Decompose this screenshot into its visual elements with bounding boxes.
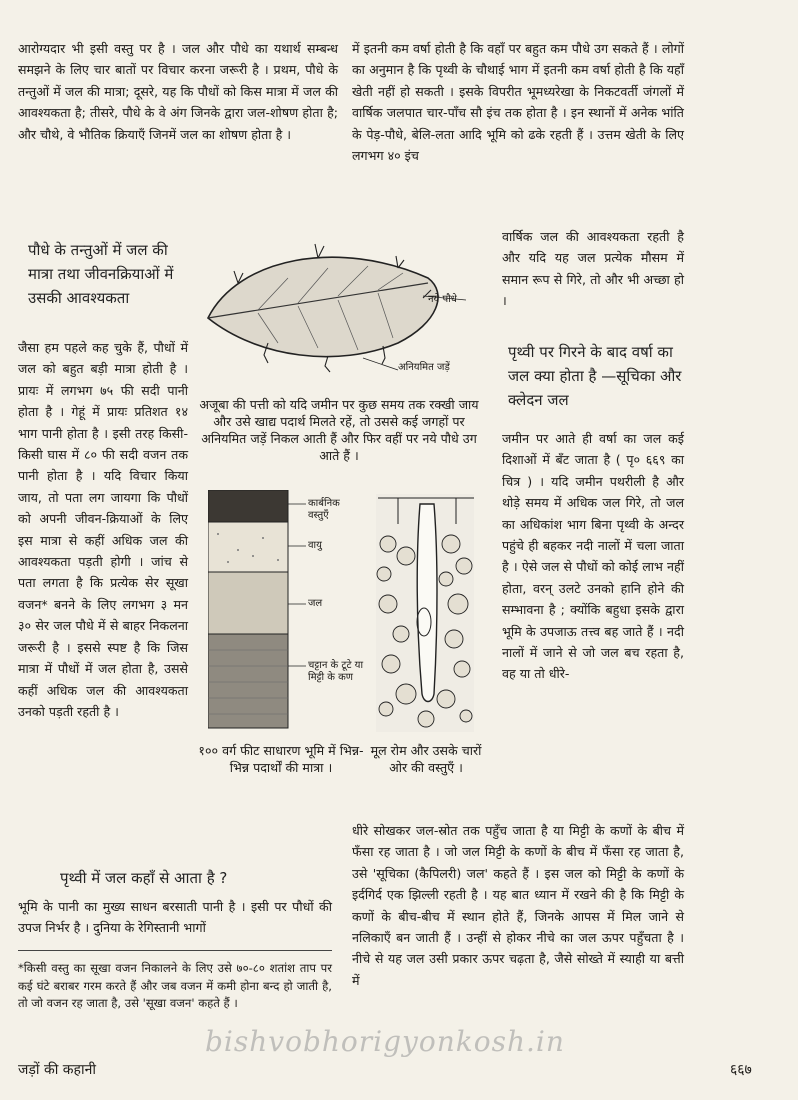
label-new-plants: नये पौधे — [428, 294, 457, 305]
bottom-paragraph-capillary: धीरे सोखकर जल-स्रोत तक पहुँच जाता है या मिट्टी के कणों के बीच में फँसा रह जाता है । जो जल मिट्टी के कणों के बीच में फँसा रह जाता है, उसे 'सूचिका (कैपिलरी) जल' कहते हैं । इस जल को मिट्टी के कणों के इर्दगिर्द एक झिल्ली रहती है । यह बात ध्यान में रखने की है कि मिट्टी के कणों के बीच-बीच में स्थान होते हैं, जिनके आपस में मिल जाने से नलिकाएँ बन जाती हैं । उन्हीं से होकर नीचे का जल ऊपर पहुँचता है । नीचे से यह जल उसी प्रकार ऊपर चढ़ता है, जैसे सोख्ते में स्याही या बत्ती में — [352, 823, 684, 988]
right-paragraph-rainfall: में इतनी कम वर्षा होती है कि वहाँ पर बहुत कम पौधे उग सकते हैं । लोगों का अनुमान है कि पृथ्वी के चौथाई भाग में इतनी कम वर्षा होती है कि यहाँ खेती नहीं हो सकती । इसके विपरीत भूमध्यरेखा के निकटवर्ती जंगलों में वार्षिक जलपात चार-पाँच सौ इंच तक होता है । इन स्थानों में अनेक भांति के पेड़-पौधे, बेलि-लता आदि भूमि को ढके रहती हैं । उत्तम खेती के लिए लगभग ४० इंच — [352, 41, 684, 164]
running-footer-title: जड़ों की कहानी — [18, 1062, 96, 1078]
soil-label-rock: चट्टान के टूटे या मिट्टी के कण — [308, 660, 364, 683]
soil-label-organic: कार्बनिक वस्तुएँ — [308, 498, 340, 521]
section-heading-capillary-water: पृथ्वी पर गिरने के बाद वर्षा का जल क्या होता है —सूचिका और क्लेदन जल — [508, 343, 682, 409]
root-hair-diagram — [376, 494, 476, 734]
page-number: ६६७ — [730, 1062, 752, 1078]
root-figure-caption: मूल रोम और उसके चारों ओर की वस्तुएँ । — [370, 743, 482, 775]
soil-figure-caption: १०० वर्ग फीट साधारण भूमि में भिन्न-भिन्न पदार्थों की मात्रा । — [198, 743, 364, 775]
section-heading-water-quantity: पौधे के तन्तुओं में जल की मात्रा तथा जीवनक्रियाओं में उसकी आवश्यकता — [28, 241, 174, 307]
label-irregular-roots: अनियमित जड़ें — [398, 362, 450, 373]
watermark: bishvobhorigyonkosh.in — [205, 1025, 565, 1058]
soil-composition-diagram — [208, 490, 290, 730]
left-intro-paragraph: आरोग्यदार भी इसी वस्तु पर है । जल और पौधे का यथार्थ सम्बन्ध समझने के लिए चार बातों पर विचार करना जरूरी है । प्रथम, पौधे के तन्तुओं में जल की मात्रा; दूसरे, यह कि पौधों को किस मात्रा में जल की आवश्यकता है; तीसरे, पौधे के वे अंग जिनके द्वारा जल-शोषण होता है; और चौथे, वे भौतिक क्रियाएँ जिनमें जल का शोषण होता है । — [18, 41, 338, 142]
soil-label-lines — [288, 490, 308, 690]
footnote-divider — [18, 950, 332, 951]
left-paragraph-rainwater: भूमि के पानी का मुख्य साधन बरसाती पानी है । इसी पर पौधों की उपज निर्भर है । दुनिया के रेगिस्तानी भागों — [18, 899, 332, 936]
leaf-figure-caption: अजूबा की पत्ती को यदि जमीन पर कुछ समय तक रक्खी जाय और उसे खाद्य पदार्थ मिलते रहें, तो उससे कई जगहों पर अनियमित जड़ें निकल आती हैं और फिर वहीं पर नये पौधे उग आते हैं । — [199, 397, 479, 463]
left-paragraph-water-need: जैसा हम पहले कह चुके हैं, पौधों में जल को बहुत बड़ी मात्रा होती है । प्रायः में लगभग ७५ फी सदी पानी होता है । गेहूं में प्रायः प्रतिशत १४ भाग पानी होता है । इसी तरह किसी-किसी घास में ८० फी सदी वजन तक पानी होता है । यदि विचार किया जाय, तो पता लग जायगा कि पौधों को अपनी जीवन-क्रियाओं के लिए इस मात्रा से कहीं अधिक जल की आवश्यकता पड़ती होगी । जांच से पता लगता है कि प्रत्येक सेर सूखा वजन* बनने के लिए लगभग ३ मन ३० सेर जल पौधे में से बाहर निकलना जरूरी है । इससे स्पष्ट है कि जिस मात्रा में पौधों में जल होता है, उससे कहीं अधिक जल की आवश्यकता उनको पड़ती रहती है । — [18, 340, 188, 719]
section-heading-water-source: पृथ्वी में जल कहाँ से आता है ? — [60, 869, 228, 887]
footnote-dry-weight: *किसी वस्तु का सूखा वजन निकालने के लिए उसे ७०-८० शतांश ताप पर कई घंटे बराबर गरम करते हैं और जब वजन में कमी होना बन्द हो जाती है, तो जो वजन रह जाता है, उसे 'सूखा वजन' कहते हैं । — [18, 961, 332, 1010]
soil-label-air: वायु — [308, 540, 322, 551]
right-paragraph-annual-water: वार्षिक जल की आवश्यकता रहती है और यदि यह जल प्रत्येक मौसम में समान रूप से गिरे, तो और भी अच्छा हो । — [502, 229, 684, 309]
soil-label-water: जल — [308, 598, 323, 609]
right-paragraph-runoff: जमीन पर आते ही वर्षा का जल कई दिशाओं में बँट जाता है ( पृ० ६६९ का चित्र ) । यदि जमीन पथरीली है और थोड़े समय में अधिक जल गिरे, तो जल का अधिकांश भाग बिना पृथ्वी के अन्दर पहुंचे ही बहकर नदी नालों में चला जाता है । ऐसे जल से पौधों को कोई लाभ नहीं होता, वरन् उलटे उनको हानि होने की सम्भावना है ; क्योंकि बहुधा इसके द्वारा भूमि के उपजाऊ तत्त्व बह जाते हैं । नदी नालों में जाने से जो जल बच रहता है, वह या तो धीरे- — [502, 431, 684, 682]
